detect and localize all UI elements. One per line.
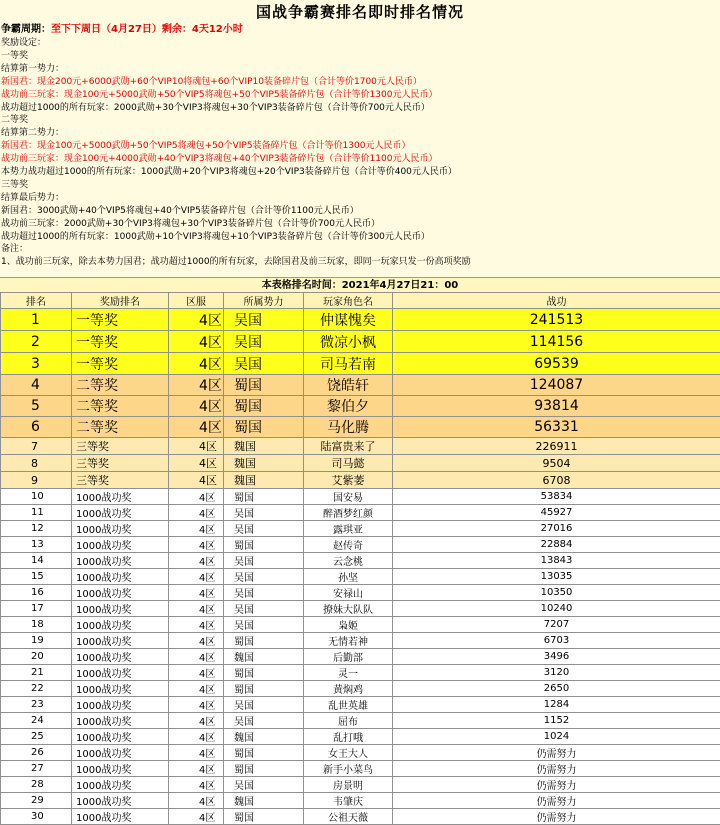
cell-player-name: 国安易 — [304, 489, 393, 505]
cell-zone: 4区 — [169, 521, 224, 537]
cell-faction: 吴国 — [224, 697, 304, 713]
cell-war-merit: 3120 — [393, 665, 720, 681]
cell-zone: 4区 — [169, 472, 224, 489]
cell-war-merit: 124087 — [393, 375, 720, 396]
cell-rank: 11 — [1, 505, 72, 521]
table-row — [1, 745, 720, 761]
cell-player-name: 女王大人 — [304, 745, 393, 761]
cell-award: 1000战功奖 — [72, 649, 169, 665]
cell-war-merit: 1284 — [393, 697, 720, 713]
notice-line: 新国君：3000武勋+40个VIP5将魂包+40个VIP5装备碎片包（合计等价1100元人民币） — [1, 205, 359, 218]
cell-player-name: 仲谋愧矣 — [304, 309, 393, 331]
table-row — [1, 809, 720, 825]
cell-war-merit: 6708 — [393, 472, 720, 489]
table-row — [1, 417, 720, 438]
cell-war-merit: 仍需努力 — [393, 793, 720, 809]
cell-rank: 17 — [1, 601, 72, 617]
cell-faction: 吴国 — [224, 353, 304, 375]
table-header-row — [1, 293, 720, 309]
cell-award: 一等奖 — [72, 353, 169, 375]
cell-player-name: 公祖天薇 — [304, 809, 393, 825]
cell-zone: 4区 — [169, 505, 224, 521]
cell-zone: 4区 — [169, 745, 224, 761]
cell-player-name: 新手小菜鸟 — [304, 761, 393, 777]
cell-award: 二等奖 — [72, 417, 169, 438]
cell-rank: 10 — [1, 489, 72, 505]
cell-war-merit: 仍需努力 — [393, 777, 720, 793]
cell-faction: 蜀国 — [224, 633, 304, 649]
cell-war-merit: 241513 — [393, 309, 720, 331]
cell-award: 1000战功奖 — [72, 521, 169, 537]
cell-zone: 4区 — [169, 375, 224, 396]
cell-rank: 27 — [1, 761, 72, 777]
notice-line: 三等奖 — [1, 179, 28, 192]
notice-line: 结算第一势力： — [1, 63, 64, 76]
header-war-merit: 战功 — [393, 293, 720, 309]
cell-player-name: 司马若南 — [304, 353, 393, 375]
cell-zone: 4区 — [169, 553, 224, 569]
cell-rank: 23 — [1, 697, 72, 713]
table-row — [1, 489, 720, 505]
cell-faction: 蜀国 — [224, 537, 304, 553]
cell-rank: 13 — [1, 537, 72, 553]
table-row — [1, 396, 720, 417]
cell-faction: 魏国 — [224, 649, 304, 665]
cell-faction: 蜀国 — [224, 396, 304, 417]
notice-line: 战功前三玩家：现金100元+5000武勋+50个VIP5将魂包+50个VIP5装备碎片包（合计等价1300元人民币） — [1, 89, 437, 102]
page-title: 国战争霸赛排名即时排名情况 — [0, 0, 720, 24]
cell-rank: 29 — [1, 793, 72, 809]
cell-rank: 20 — [1, 649, 72, 665]
cell-player-name: 安禄山 — [304, 585, 393, 601]
cell-rank: 2 — [1, 331, 72, 353]
cell-war-merit: 56331 — [393, 417, 720, 438]
cell-rank: 18 — [1, 617, 72, 633]
cell-zone: 4区 — [169, 396, 224, 417]
period-label: 争霸周期： — [1, 24, 51, 35]
table-row — [1, 309, 720, 331]
cell-zone: 4区 — [169, 697, 224, 713]
cell-player-name: 陆富贵来了 — [304, 438, 393, 455]
cell-war-merit: 6703 — [393, 633, 720, 649]
cell-war-merit: 27016 — [393, 521, 720, 537]
cell-award: 1000战功奖 — [72, 777, 169, 793]
cell-award: 三等奖 — [72, 455, 169, 472]
cell-award: 1000战功奖 — [72, 745, 169, 761]
notice-line: 结算第二势力： — [1, 127, 64, 140]
header-rank: 排名 — [1, 293, 72, 309]
cell-award: 1000战功奖 — [72, 601, 169, 617]
cell-rank: 16 — [1, 585, 72, 601]
cell-zone: 4区 — [169, 793, 224, 809]
cell-rank: 25 — [1, 729, 72, 745]
cell-war-merit: 22884 — [393, 537, 720, 553]
cell-faction: 吴国 — [224, 777, 304, 793]
cell-rank: 30 — [1, 809, 72, 825]
cell-player-name: 醉酒梦红颜 — [304, 505, 393, 521]
table-row — [1, 375, 720, 396]
cell-rank: 3 — [1, 353, 72, 375]
table-row — [1, 729, 720, 745]
cell-faction: 蜀国 — [224, 809, 304, 825]
cell-award: 1000战功奖 — [72, 713, 169, 729]
cell-zone: 4区 — [169, 309, 224, 331]
cell-war-merit: 仍需努力 — [393, 745, 720, 761]
cell-award: 1000战功奖 — [72, 697, 169, 713]
header-player-name: 玩家角色名 — [304, 293, 393, 309]
cell-player-name: 灵一 — [304, 665, 393, 681]
cell-player-name: 司马懿 — [304, 455, 393, 472]
cell-faction: 吴国 — [224, 331, 304, 353]
cell-zone: 4区 — [169, 601, 224, 617]
cell-award: 1000战功奖 — [72, 761, 169, 777]
cell-player-name: 赵传奇 — [304, 537, 393, 553]
cell-player-name: 韦肇庆 — [304, 793, 393, 809]
cell-player-name: 艾紫萎 — [304, 472, 393, 489]
cell-war-merit: 2650 — [393, 681, 720, 697]
table-row — [1, 553, 720, 569]
cell-zone: 4区 — [169, 617, 224, 633]
table-row — [1, 681, 720, 697]
cell-zone: 4区 — [169, 537, 224, 553]
cell-war-merit: 226911 — [393, 438, 720, 455]
cell-award: 1000战功奖 — [72, 681, 169, 697]
cell-award: 1000战功奖 — [72, 537, 169, 553]
table-row — [1, 505, 720, 521]
cell-award: 1000战功奖 — [72, 617, 169, 633]
cell-zone: 4区 — [169, 809, 224, 825]
cell-player-name: 撩妹大队队 — [304, 601, 393, 617]
cell-zone: 4区 — [169, 585, 224, 601]
notice-line: 二等奖 — [1, 114, 28, 127]
cell-war-merit: 93814 — [393, 396, 720, 417]
table-row — [1, 569, 720, 585]
cell-faction: 魏国 — [224, 793, 304, 809]
cell-faction: 魏国 — [224, 729, 304, 745]
cell-war-merit: 7207 — [393, 617, 720, 633]
table-row — [1, 713, 720, 729]
table-row — [1, 793, 720, 809]
cell-rank: 12 — [1, 521, 72, 537]
table-row — [1, 521, 720, 537]
cell-zone: 4区 — [169, 331, 224, 353]
cell-award: 1000战功奖 — [72, 793, 169, 809]
cell-war-merit: 仍需努力 — [393, 809, 720, 825]
cell-war-merit: 114156 — [393, 331, 720, 353]
cell-faction: 魏国 — [224, 438, 304, 455]
cell-zone: 4区 — [169, 649, 224, 665]
header-award: 奖励排名 — [72, 293, 169, 309]
cell-zone: 4区 — [169, 417, 224, 438]
table-row — [1, 438, 720, 455]
cell-rank: 5 — [1, 396, 72, 417]
cell-rank: 15 — [1, 569, 72, 585]
cell-faction: 吴国 — [224, 601, 304, 617]
cell-award: 1000战功奖 — [72, 569, 169, 585]
cell-award: 1000战功奖 — [72, 585, 169, 601]
table-row — [1, 649, 720, 665]
notice-line: 新国君：现金200元+6000武勋+60个VIP10将魂包+60个VIP10装备碎片包（合计等价1700元人民币） — [1, 76, 422, 89]
cell-rank: 19 — [1, 633, 72, 649]
cell-zone: 4区 — [169, 761, 224, 777]
cell-rank: 1 — [1, 309, 72, 331]
cell-faction: 蜀国 — [224, 375, 304, 396]
cell-faction: 蜀国 — [224, 417, 304, 438]
cell-rank: 14 — [1, 553, 72, 569]
cell-rank: 9 — [1, 472, 72, 489]
cell-award: 一等奖 — [72, 331, 169, 353]
cell-zone: 4区 — [169, 665, 224, 681]
cell-zone: 4区 — [169, 713, 224, 729]
cell-faction: 蜀国 — [224, 665, 304, 681]
table-row — [1, 472, 720, 489]
cell-player-name: 枭姬 — [304, 617, 393, 633]
notice-line: 一等奖 — [1, 50, 28, 63]
cell-award: 1000战功奖 — [72, 729, 169, 745]
cell-award: 三等奖 — [72, 472, 169, 489]
cell-zone: 4区 — [169, 777, 224, 793]
cell-war-merit: 53834 — [393, 489, 720, 505]
cell-player-name: 饶皓轩 — [304, 375, 393, 396]
table-row — [1, 777, 720, 793]
cell-war-merit: 10240 — [393, 601, 720, 617]
cell-zone: 4区 — [169, 569, 224, 585]
cell-award: 1000战功奖 — [72, 489, 169, 505]
cell-zone: 4区 — [169, 438, 224, 455]
table-row — [1, 633, 720, 649]
notice-line: 新国君：现金100元+5000武勋+50个VIP5将魂包+50个VIP5装备碎片包（合计等价1300元人民币） — [1, 140, 410, 153]
cell-rank: 6 — [1, 417, 72, 438]
table-row — [1, 331, 720, 353]
cell-faction: 魏国 — [224, 455, 304, 472]
cell-player-name: 孙坚 — [304, 569, 393, 585]
cell-faction: 吴国 — [224, 553, 304, 569]
notice-line: 结算最后势力： — [1, 192, 64, 205]
cell-award: 二等奖 — [72, 396, 169, 417]
cell-rank: 28 — [1, 777, 72, 793]
cell-award: 1000战功奖 — [72, 505, 169, 521]
cell-faction: 魏国 — [224, 472, 304, 489]
table-row — [1, 353, 720, 375]
notice-line: 战功超过1000的所有玩家：2000武勋+30个VIP3将魂包+30个VIP3装备碎片包（合计等价700元人民币） — [1, 102, 430, 115]
cell-zone: 4区 — [169, 729, 224, 745]
cell-award: 一等奖 — [72, 309, 169, 331]
cell-war-merit: 10350 — [393, 585, 720, 601]
cell-war-merit: 13843 — [393, 553, 720, 569]
rules-panel — [0, 0, 720, 277]
cell-rank: 8 — [1, 455, 72, 472]
cell-zone: 4区 — [169, 489, 224, 505]
cell-award: 三等奖 — [72, 438, 169, 455]
header-zone: 区服 — [169, 293, 224, 309]
cell-player-name: 后勤部 — [304, 649, 393, 665]
cell-player-name: 乱世英雄 — [304, 697, 393, 713]
cell-war-merit: 69539 — [393, 353, 720, 375]
cell-zone: 4区 — [169, 681, 224, 697]
cell-rank: 22 — [1, 681, 72, 697]
cell-award: 1000战功奖 — [72, 665, 169, 681]
cell-player-name: 马化腾 — [304, 417, 393, 438]
cell-zone: 4区 — [169, 353, 224, 375]
cell-war-merit: 1152 — [393, 713, 720, 729]
header-faction: 所属势力 — [224, 293, 304, 309]
table-row — [1, 665, 720, 681]
cell-player-name: 房景明 — [304, 777, 393, 793]
cell-war-merit: 3496 — [393, 649, 720, 665]
cell-player-name: 无情若神 — [304, 633, 393, 649]
notice-line: 奖励设定： — [1, 37, 46, 50]
period-line — [1, 22, 243, 37]
table-row — [1, 761, 720, 777]
cell-award: 1000战功奖 — [72, 633, 169, 649]
cell-war-merit: 仍需努力 — [393, 761, 720, 777]
table-row — [1, 697, 720, 713]
cell-war-merit: 13035 — [393, 569, 720, 585]
cell-faction: 蜀国 — [224, 761, 304, 777]
cell-zone: 4区 — [169, 633, 224, 649]
cell-faction: 吴国 — [224, 521, 304, 537]
cell-rank: 26 — [1, 745, 72, 761]
cell-faction: 吴国 — [224, 713, 304, 729]
cell-rank: 24 — [1, 713, 72, 729]
cell-award: 1000战功奖 — [72, 553, 169, 569]
cell-player-name: 云念桃 — [304, 553, 393, 569]
cell-rank: 7 — [1, 438, 72, 455]
notice-line: 本势力战功超过1000的所有玩家：1000武勋+20个VIP3将魂包+20个VIP3装备碎片包（合计等价400元人民币） — [1, 166, 457, 179]
cell-award: 1000战功奖 — [72, 809, 169, 825]
period-value: 至下下周日（4月27日）剩余：4天12小时 — [51, 24, 243, 35]
table-row — [1, 455, 720, 472]
notice-line: 战功超过1000的所有玩家：1000武勋+10个VIP3将魂包+10个VIP3装备碎片包（合计等价300元人民币） — [1, 231, 430, 244]
notice-line: 战功前三玩家：2000武勋+30个VIP3将魂包+30个VIP3装备碎片包（合计等价700元人民币） — [1, 218, 380, 231]
cell-player-name: 屈布 — [304, 713, 393, 729]
cell-player-name: 露琪亚 — [304, 521, 393, 537]
cell-zone: 4区 — [169, 455, 224, 472]
table-row — [1, 617, 720, 633]
cell-faction: 吴国 — [224, 585, 304, 601]
cell-faction: 蜀国 — [224, 745, 304, 761]
table-row — [1, 601, 720, 617]
cell-rank: 21 — [1, 665, 72, 681]
cell-faction: 蜀国 — [224, 681, 304, 697]
cell-player-name: 黄焖鸡 — [304, 681, 393, 697]
cell-player-name: 乱打哦 — [304, 729, 393, 745]
notice-line: 备注： — [1, 243, 28, 256]
cell-faction: 蜀国 — [224, 489, 304, 505]
cell-faction: 吴国 — [224, 505, 304, 521]
ranking-time-banner: 本表格排名时间：2021年4月27日21：00 — [0, 277, 720, 294]
cell-faction: 吴国 — [224, 309, 304, 331]
cell-award: 二等奖 — [72, 375, 169, 396]
notice-line: 战功前三玩家：现金100元+4000武勋+40个VIP3将魂包+40个VIP3装备碎片包（合计等价1100元人民币） — [1, 153, 437, 166]
cell-war-merit: 1024 — [393, 729, 720, 745]
ranking-table — [0, 292, 720, 825]
cell-rank: 4 — [1, 375, 72, 396]
notice-line: 1、战功前三玩家，除去本势力国君；战功超过1000的所有玩家，去除国君及前三玩家，即同一玩家只发一份高项奖励 — [1, 256, 471, 269]
cell-faction: 吴国 — [224, 569, 304, 585]
cell-war-merit: 45927 — [393, 505, 720, 521]
table-row — [1, 585, 720, 601]
cell-faction: 吴国 — [224, 617, 304, 633]
cell-player-name: 黎伯夕 — [304, 396, 393, 417]
cell-player-name: 微凉小枫 — [304, 331, 393, 353]
table-row — [1, 537, 720, 553]
cell-war-merit: 9504 — [393, 455, 720, 472]
